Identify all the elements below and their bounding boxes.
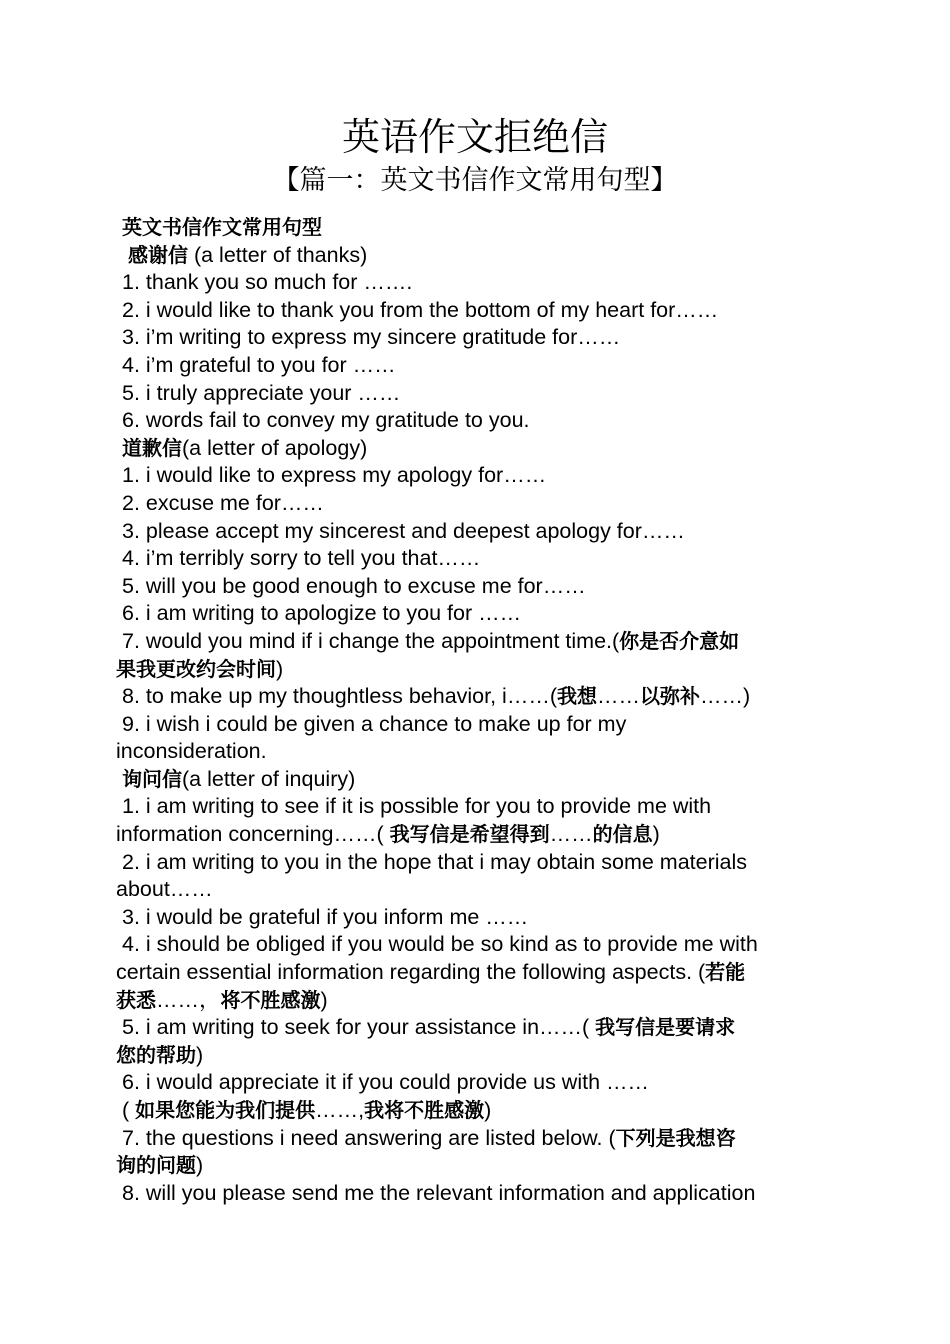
inquiry-label: 询问信: [122, 766, 182, 791]
thanks-label-line: [116, 242, 836, 270]
list-item-continuation: certain essential information regarding the following aspects. (若能: [116, 960, 746, 985]
list-item-continuation: ( 如果您能为我们提供……,我将不胜感激): [122, 1098, 492, 1122]
list-item: 2. excuse me for……: [122, 490, 324, 515]
list-item-continuation: 您的帮助): [116, 1042, 204, 1067]
list-item: 8. will you please send me the relevant information and application: [122, 1180, 756, 1205]
list-item: 4. i’m terribly sorry to tell you that……: [122, 546, 481, 571]
list-item: 2. i am writing to you in the hope that i may obtain some materials: [122, 849, 748, 874]
apology-label-en: (a letter of apology): [182, 435, 368, 460]
list-item-continuation: information concerning……( 我写信是希望得到……的信息): [116, 822, 660, 847]
list-item-continuation: about……: [116, 877, 213, 902]
apology-label: 道歉信: [122, 435, 182, 460]
list-item: 1. thank you so much for …….: [122, 270, 413, 295]
list-item: 6. i am writing to apologize to you for ……: [122, 601, 522, 626]
section-heading: 英文书信作文常用句型: [122, 215, 322, 239]
inquiry-label-en: (a letter of inquiry): [182, 766, 356, 791]
list-item: 7. the questions i need answering are listed below. (下列是我想咨: [122, 1125, 736, 1150]
list-item: 5. will you be good enough to excuse me for……: [122, 573, 586, 598]
list-item: 1. i would like to express my apology for……: [122, 463, 547, 488]
list-item: 3. i would be grateful if you inform me ……: [122, 904, 529, 929]
list-item: 9. i wish i could be given a chance to make up for my: [122, 711, 627, 736]
list-item: 8. to make up my thoughtless behavior, i……(我想……以弥补……): [122, 684, 751, 709]
document-subtitle: 【篇一：英文书信作文常用句型】: [272, 165, 678, 196]
inquiry-label-line: [116, 766, 836, 794]
thanks-label-en: (a letter of thanks): [187, 242, 368, 267]
list-item-continuation: inconsideration.: [116, 739, 267, 764]
apology-label-line: [116, 435, 836, 463]
list-item: 2. i would like to thank you from the bottom of my heart for……: [122, 297, 719, 322]
list-item: 4. i’m grateful to you for ……: [122, 352, 396, 377]
list-item: 4. i should be obliged if you would be so kind as to provide me with: [122, 932, 758, 957]
list-item: 6. words fail to convey my gratitude to you.: [122, 408, 530, 433]
document-body: [116, 214, 836, 1207]
list-item-continuation: 果我更改约会时间): [116, 656, 284, 681]
document-title: 英语作文拒绝信: [341, 115, 608, 159]
list-item: 3. i’m writing to express my sincere gratitude for……: [122, 325, 621, 350]
list-item-continuation: 获悉……，将不胜感激): [116, 987, 328, 1012]
list-item: 5. i am writing to seek for your assistance in……( 我写信是要请求: [122, 1015, 736, 1040]
list-item: 6. i would appreciate it if you could provide us with ……: [122, 1070, 650, 1095]
thanks-label: 感谢信: [127, 242, 188, 267]
list-item: 5. i truly appreciate your ……: [122, 380, 401, 405]
list-item: 1. i am writing to see if it is possible for you to provide me with: [122, 794, 712, 819]
list-item: 3. please accept my sincerest and deepest apology for……: [122, 518, 685, 543]
list-item-continuation: 询的问题): [116, 1153, 204, 1178]
list-item: 7. would you mind if i change the appointment time.(你是否介意如: [122, 628, 740, 653]
